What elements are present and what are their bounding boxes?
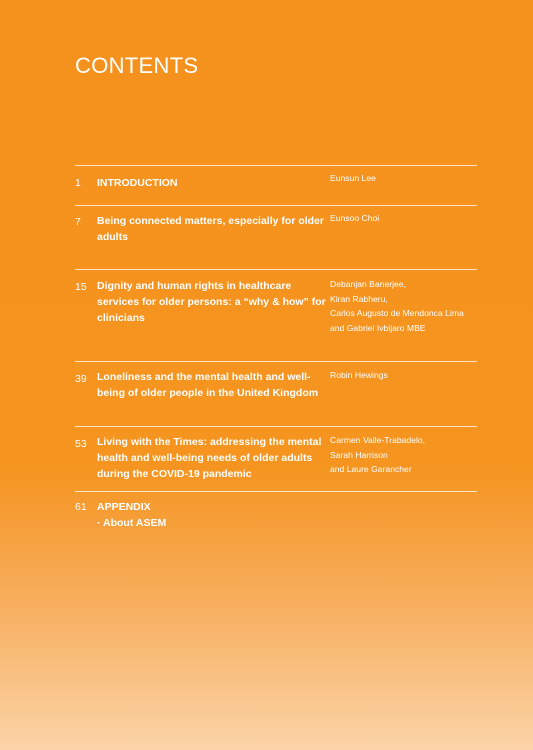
toc-entry-living-with-the-times[interactable] — [75, 426, 477, 491]
toc-entry-introduction[interactable] — [75, 165, 477, 205]
entry-title — [97, 499, 333, 531]
page-number: 61 — [75, 501, 87, 513]
page-title: CONTENTS — [75, 53, 199, 78]
page-number: 39 — [75, 373, 87, 385]
entry-title: Living with the Times: addressing the mental health and well-being needs of older adults during the COVID-19 pandemic — [97, 436, 322, 480]
entry-title: Being connected matters, especially for older adults — [97, 215, 324, 243]
entry-title: Loneliness and the mental health and well-being of older people in the United Kingdom — [97, 371, 319, 399]
page-number: 7 — [75, 216, 81, 228]
toc-entry-dignity-human-rights[interactable] — [75, 269, 477, 361]
author: Sarah Harrison — [330, 449, 388, 460]
page-number: 15 — [75, 281, 87, 293]
entry-authors — [330, 433, 480, 477]
author: Kiran Rabheru, — [330, 293, 388, 304]
entry-authors — [330, 171, 480, 186]
author: Carlos Augusto de Mendonca Lima — [330, 308, 464, 318]
author: Eunsun Lee — [330, 173, 376, 183]
appendix-item-about-asem[interactable]: · About ASEM — [97, 517, 167, 529]
entry-authors — [330, 368, 480, 383]
author: Eunsoo Choi — [330, 213, 380, 223]
page-number: 53 — [75, 438, 87, 450]
entry-title: Dignity and human rights in healthcare services for older persons: a “why & how” for clinicians — [97, 280, 326, 324]
table-of-contents — [75, 165, 477, 536]
toc-entry-appendix[interactable] — [75, 491, 477, 536]
toc-entry-loneliness[interactable] — [75, 361, 477, 426]
appendix-label: APPENDIX — [97, 501, 151, 513]
author: and Gabriel Ivbijaro MBE — [330, 322, 426, 333]
entry-authors — [330, 277, 480, 335]
entry-authors — [330, 211, 480, 226]
toc-entry-being-connected[interactable] — [75, 205, 477, 269]
entry-title: INTRODUCTION — [97, 177, 178, 189]
author: Carmen Valle-Trabadelo, — [330, 435, 426, 445]
author: and Laure Garancher — [330, 464, 412, 474]
page-number: 1 — [75, 177, 81, 189]
author: Debanjan Banerjee, — [330, 279, 406, 289]
author: Robin Hewings — [330, 370, 388, 380]
